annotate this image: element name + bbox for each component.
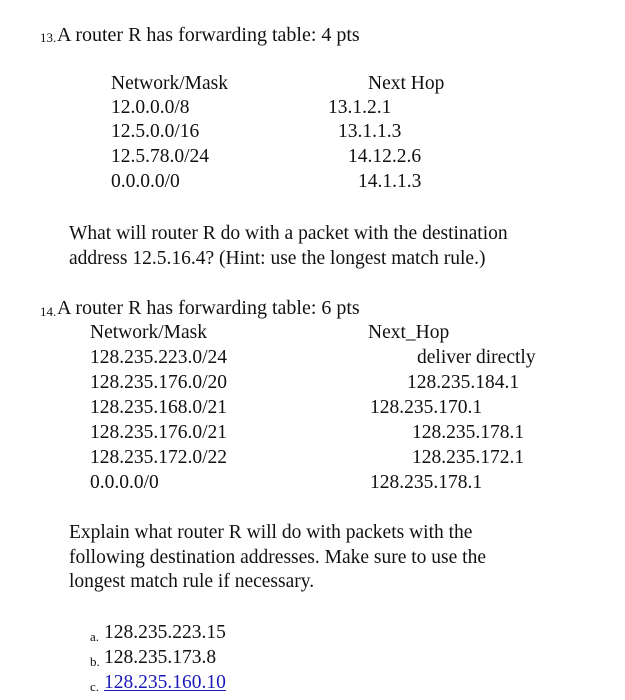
table-cell-network: 128.235.176.0/21 xyxy=(90,422,228,443)
table-cell-next-hop: 128.235.178.1 xyxy=(370,472,483,493)
table-cell-network: 0.0.0.0/0 xyxy=(90,472,159,493)
question-13-text-line2: address 12.5.16.4? (Hint: use the longest match rule.) xyxy=(69,248,486,269)
question-13-number: 13. xyxy=(40,30,57,45)
address-value: 128.235.173.8 xyxy=(104,647,217,668)
table-cell-network: 128.235.176.0/20 xyxy=(90,372,228,393)
table-cell-network: 128.235.223.0/24 xyxy=(90,347,228,368)
table-cell-next-hop: 14.12.2.6 xyxy=(348,146,422,167)
table-cell-next-hop: 14.1.1.3 xyxy=(358,171,422,192)
address-letter: c. xyxy=(90,679,100,694)
table-cell-next-hop: 13.1.1.3 xyxy=(338,121,402,142)
question-13-title: A router R has forwarding table: 4 pts xyxy=(57,24,360,46)
table-cell-next-hop: deliver directly xyxy=(417,347,536,368)
explain-text-line3: longest match rule if necessary. xyxy=(69,571,315,592)
explain-text-line1: Explain what router R will do with packets with the xyxy=(69,522,473,543)
address-letter: b. xyxy=(90,654,100,669)
table-header-next-hop: Next_Hop xyxy=(368,322,450,343)
question-14-number: 14. xyxy=(40,304,57,319)
address-link[interactable]: 128.235.160.10 xyxy=(104,672,226,693)
explain-text-line2: following destination addresses. Make sure to use the xyxy=(69,547,486,568)
table-cell-network: 12.5.0.0/16 xyxy=(111,121,200,142)
question-14-title: A router R has forwarding table: 6 pts xyxy=(57,297,360,319)
table-cell-network: 12.0.0.0/8 xyxy=(111,97,190,118)
table-cell-network: 0.0.0.0/0 xyxy=(111,171,180,192)
table-cell-next-hop: 128.235.172.1 xyxy=(412,447,525,468)
address-value: 128.235.223.15 xyxy=(104,622,226,643)
question-13-text-line1: What will router R do with a packet with the destination xyxy=(69,223,508,244)
table-header-next-hop: Next Hop xyxy=(368,73,445,94)
table-cell-next-hop: 128.235.170.1 xyxy=(370,397,483,418)
table-header-network: Network/Mask xyxy=(111,73,228,94)
address-letter: a. xyxy=(90,629,100,644)
table-cell-network: 128.235.168.0/21 xyxy=(90,397,228,418)
table-cell-network: 128.235.172.0/22 xyxy=(90,447,228,468)
table-cell-next-hop: 13.1.2.1 xyxy=(328,97,392,118)
table-cell-next-hop: 128.235.178.1 xyxy=(412,422,525,443)
table-header-network: Network/Mask xyxy=(90,322,207,343)
table-cell-next-hop: 128.235.184.1 xyxy=(407,372,520,393)
table-cell-network: 12.5.78.0/24 xyxy=(111,146,210,167)
